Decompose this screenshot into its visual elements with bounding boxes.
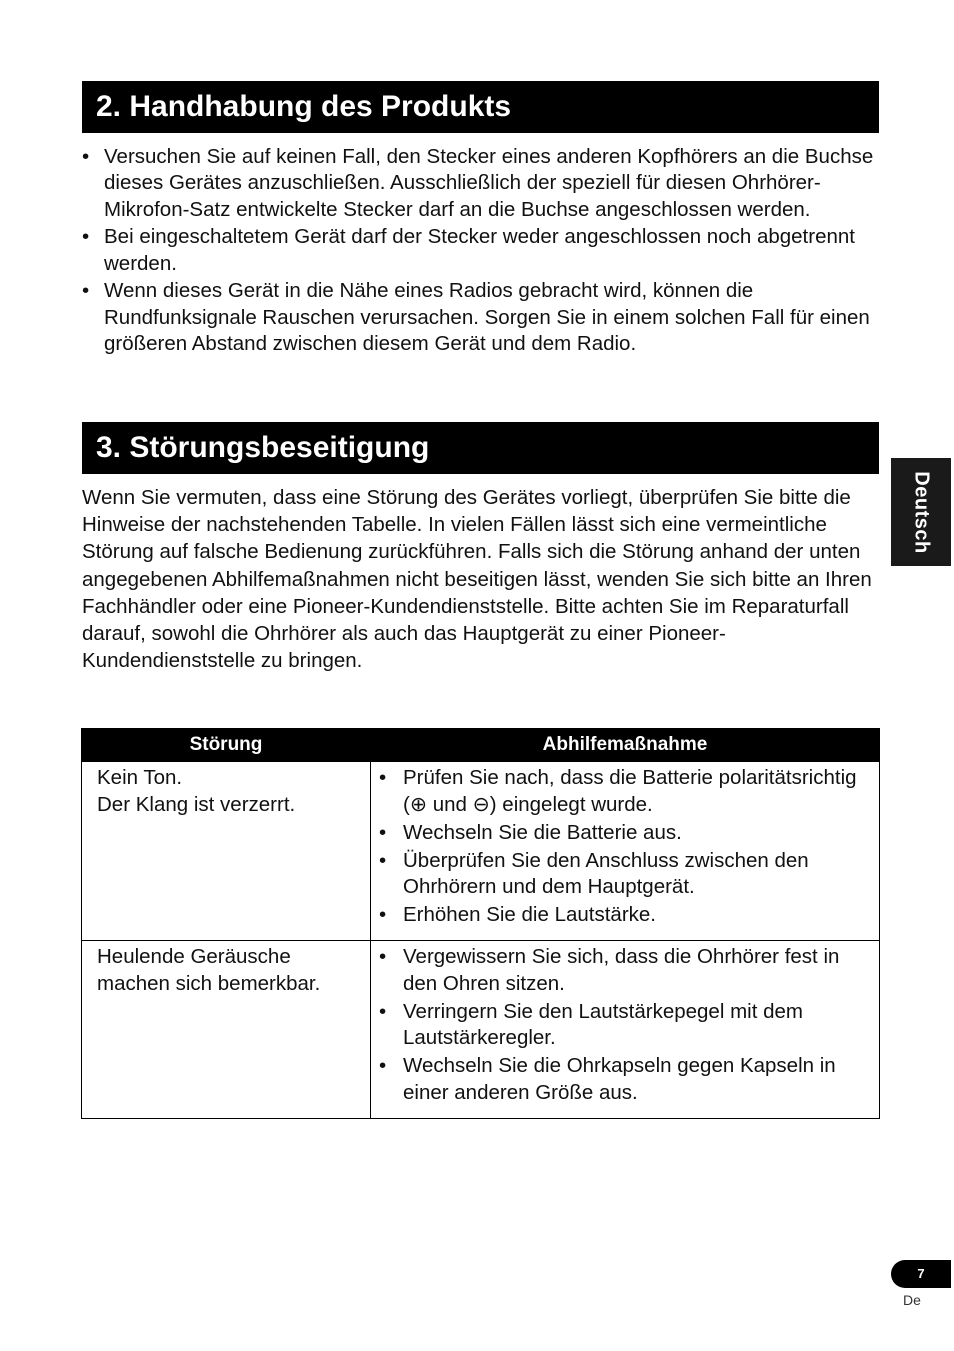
troubleshooting-intro: Wenn Sie vermuten, dass eine Störung des Gerätes vorliegt, überprüfen Sie bitte die Hinweise der nachstehenden Tabelle. In vielen Fällen lässt sich eine vermeintliche Störung auf falsche Bedienung zurückführen. Falls sich die Störung anhand der unten angegebenen Abhilfemaßnahmen nicht beseitigen lässt, wenden Sie sich bitte an Ihren Fachhändler oder eine Pioneer-Kundendienststelle. Bitte achten Sie im Reparaturfall darauf, sowohl die Ohrhörer als auch das Hauptgerät zu einer Pioneer-Kundendienststelle zu bringen. [82, 486, 872, 673]
bullet-icon: • [82, 145, 90, 168]
remedy-text: Überprüfen Sie den Anschluss zwischen den Ohrhörern und dem Hauptgerät. [403, 848, 809, 898]
problem-text: Kein Ton. [97, 766, 183, 789]
bullet-icon: • [379, 903, 387, 926]
list-item [82, 144, 882, 223]
bullet-icon: • [379, 820, 387, 844]
list-item [379, 944, 873, 997]
list-item [379, 1053, 873, 1106]
bullet-text: Wenn dieses Gerät in die Nähe eines Radios gebracht wird, können die Rundfunksignale Rauschen verursachen. Sorgen Sie in einem solchen Fall für einen größeren Abstand zwischen diesem Gerät und dem Radio. [104, 279, 870, 356]
table-header-row [82, 729, 880, 762]
bullet-icon: • [82, 279, 90, 303]
remedy-text: Wechseln Sie die Ohrkapseln gegen Kapseln in einer anderen Größe aus. [403, 1054, 836, 1104]
list-item [379, 999, 873, 1052]
list-item [379, 765, 873, 818]
remedy-text: Wechseln Sie die Batterie aus. [403, 820, 682, 844]
remedy-text: Vergewissern Sie sich, dass die Ohrhörer fest in den Ohren sitzen. [403, 945, 840, 995]
bullet-text: Versuchen Sie auf keinen Fall, den Stecker eines anderen Kopfhörers an die Buchse dieses Gerätes anzuschließen. Ausschließlich der speziell für diesen Ohrhörer-Mikrofon-Satz entwickelte Stecker darf an die Buchse angeschlossen werden. [104, 145, 874, 221]
bullet-icon: • [379, 766, 387, 789]
troubleshooting-table [81, 728, 880, 1119]
list-item [82, 278, 882, 357]
bullet-icon: • [379, 945, 387, 968]
section-heading-troubleshooting: 3. Störungsbeseitigung [82, 422, 879, 474]
problem-cell [82, 941, 371, 1119]
section-heading-handling: 2. Handhabung des Produkts [82, 81, 879, 133]
remedy-cell [371, 941, 880, 1119]
bullet-icon: • [379, 999, 387, 1023]
list-item [82, 224, 882, 277]
table-row [82, 762, 880, 941]
language-code: De [903, 1292, 921, 1308]
list-item [379, 902, 873, 929]
remedy-list [379, 765, 873, 929]
list-item [379, 820, 873, 847]
bullet-icon: • [82, 225, 90, 249]
remedy-text: Erhöhen Sie die Lautstärke. [403, 903, 656, 926]
remedy-text: Prüfen Sie nach, dass die Batterie polaritätsrichtig (⊕ und ⊖) eingelegt wurde. [403, 766, 857, 816]
remedy-cell [371, 762, 880, 941]
problem-text: Der Klang ist verzerrt. [97, 792, 296, 816]
column-header-problem: Störung [82, 729, 371, 762]
language-side-tab [891, 458, 951, 566]
list-item [379, 848, 873, 901]
bullet-icon: • [379, 848, 387, 872]
column-header-remedy: Abhilfemaßnahme [371, 729, 880, 762]
problem-cell [82, 762, 371, 941]
bullet-icon: • [379, 1054, 387, 1077]
table-row [82, 941, 880, 1119]
problem-text: Heulende Geräusche machen sich bemerkbar. [97, 945, 321, 995]
bullet-text: Bei eingeschaltetem Gerät darf der Stecker weder angeschlossen noch abgetrennt werden. [104, 225, 855, 275]
language-tab-label: Deutsch [910, 470, 933, 554]
handling-bullet-list [82, 144, 882, 359]
remedy-list [379, 944, 873, 1106]
page-number-badge: 7 [891, 1260, 951, 1288]
remedy-text: Verringern Sie den Lautstärkepegel mit dem Lautstärkeregler. [403, 999, 803, 1049]
